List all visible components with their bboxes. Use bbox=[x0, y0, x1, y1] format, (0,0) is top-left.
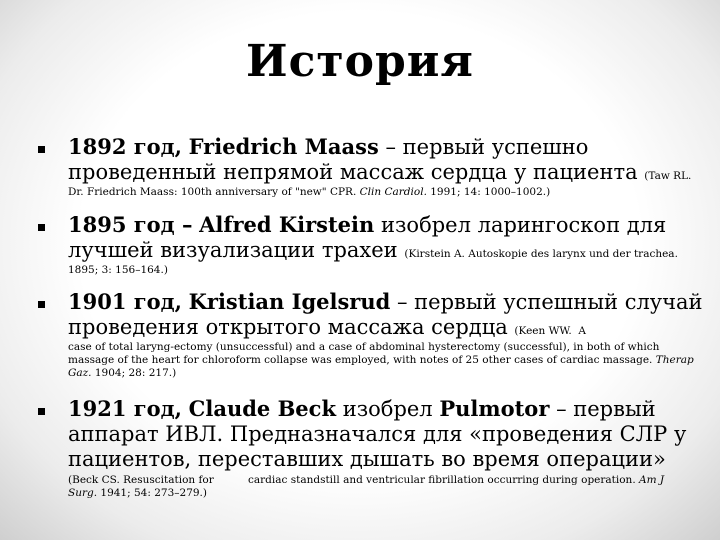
reference-journal: Therap Gaz. bbox=[68, 354, 694, 379]
item-text: – первый успешный случай проведения открытого массажа сердца bbox=[68, 290, 703, 339]
history-item-1895 bbox=[68, 212, 708, 263]
bullet-icon bbox=[38, 146, 45, 153]
reference-journal-cont: Am J bbox=[639, 474, 665, 486]
item-person: Friedrich Maass bbox=[188, 134, 379, 159]
reference-details: 1941; 54: 273–279.) bbox=[100, 487, 207, 499]
item-text-a: изобрел bbox=[342, 397, 433, 421]
slide-title: История bbox=[246, 36, 474, 87]
item-reference: (Kirstein A. Autoskopie des larynx und der trachea. bbox=[404, 248, 678, 260]
reference-text-cont: cardiac standstill and ventricular fibrillation occurring during operation. bbox=[248, 474, 636, 486]
reference-details: 1904; 28: 217.) bbox=[94, 367, 177, 379]
item-year: 1892 год, bbox=[68, 134, 182, 159]
reference-text: Dr. Friedrich Maass: 100th anniversary of "new" CPR. bbox=[68, 186, 357, 198]
item-reference: (Keen WW. bbox=[514, 325, 572, 337]
item-person: Kristian Igelsrud bbox=[188, 289, 391, 314]
bullet-icon bbox=[38, 408, 45, 415]
item-device: Pulmotor bbox=[439, 396, 550, 421]
reference-text: (Beck CS. Resuscitation for bbox=[68, 474, 214, 486]
item-text: изобрел ларингоскоп для лучшей визуализации трахеи bbox=[68, 213, 667, 262]
item-reference-cont: A bbox=[578, 325, 586, 337]
reference-block-1892 bbox=[68, 186, 704, 199]
history-item-1892 bbox=[68, 134, 708, 185]
reference-details: 1991; 14: 1000–1002.) bbox=[430, 186, 551, 198]
reference-journal: Surg. bbox=[68, 487, 98, 499]
reference-text: case of total laryng-ectomy (unsuccessful) and a case of abdominal hysterectomy (successful), in both of which massage of the heart for chloroform collapse was employed, with notes of 25 other cases of cardiac massage. bbox=[68, 341, 660, 366]
item-person: Claude Beck bbox=[188, 396, 337, 421]
bullet-icon bbox=[38, 301, 45, 308]
item-year: 1921 год, bbox=[68, 396, 182, 421]
item-text: – первый успешно проведенный непрямой массаж сердца у пациента bbox=[68, 135, 638, 184]
item-text: – первый аппарат ИВЛ. Предназначался для «проведения СЛР у пациентов, переставших дышать во время операции» bbox=[68, 397, 687, 471]
item-year: 1901 год, bbox=[68, 289, 182, 314]
bullet-icon bbox=[38, 224, 45, 231]
item-year: 1895 год – bbox=[68, 212, 193, 237]
history-item-1921 bbox=[68, 396, 708, 472]
reference-block-1895 bbox=[68, 264, 704, 277]
history-item-1901 bbox=[68, 289, 708, 340]
reference-text: 1895; 3: 156–164.) bbox=[68, 264, 168, 276]
reference-block-1901 bbox=[68, 341, 704, 380]
reference-journal: Clin Cardiol. bbox=[359, 186, 427, 198]
item-person: Alfred Kirstein bbox=[199, 212, 375, 237]
item-reference: (Taw RL. bbox=[644, 170, 692, 182]
